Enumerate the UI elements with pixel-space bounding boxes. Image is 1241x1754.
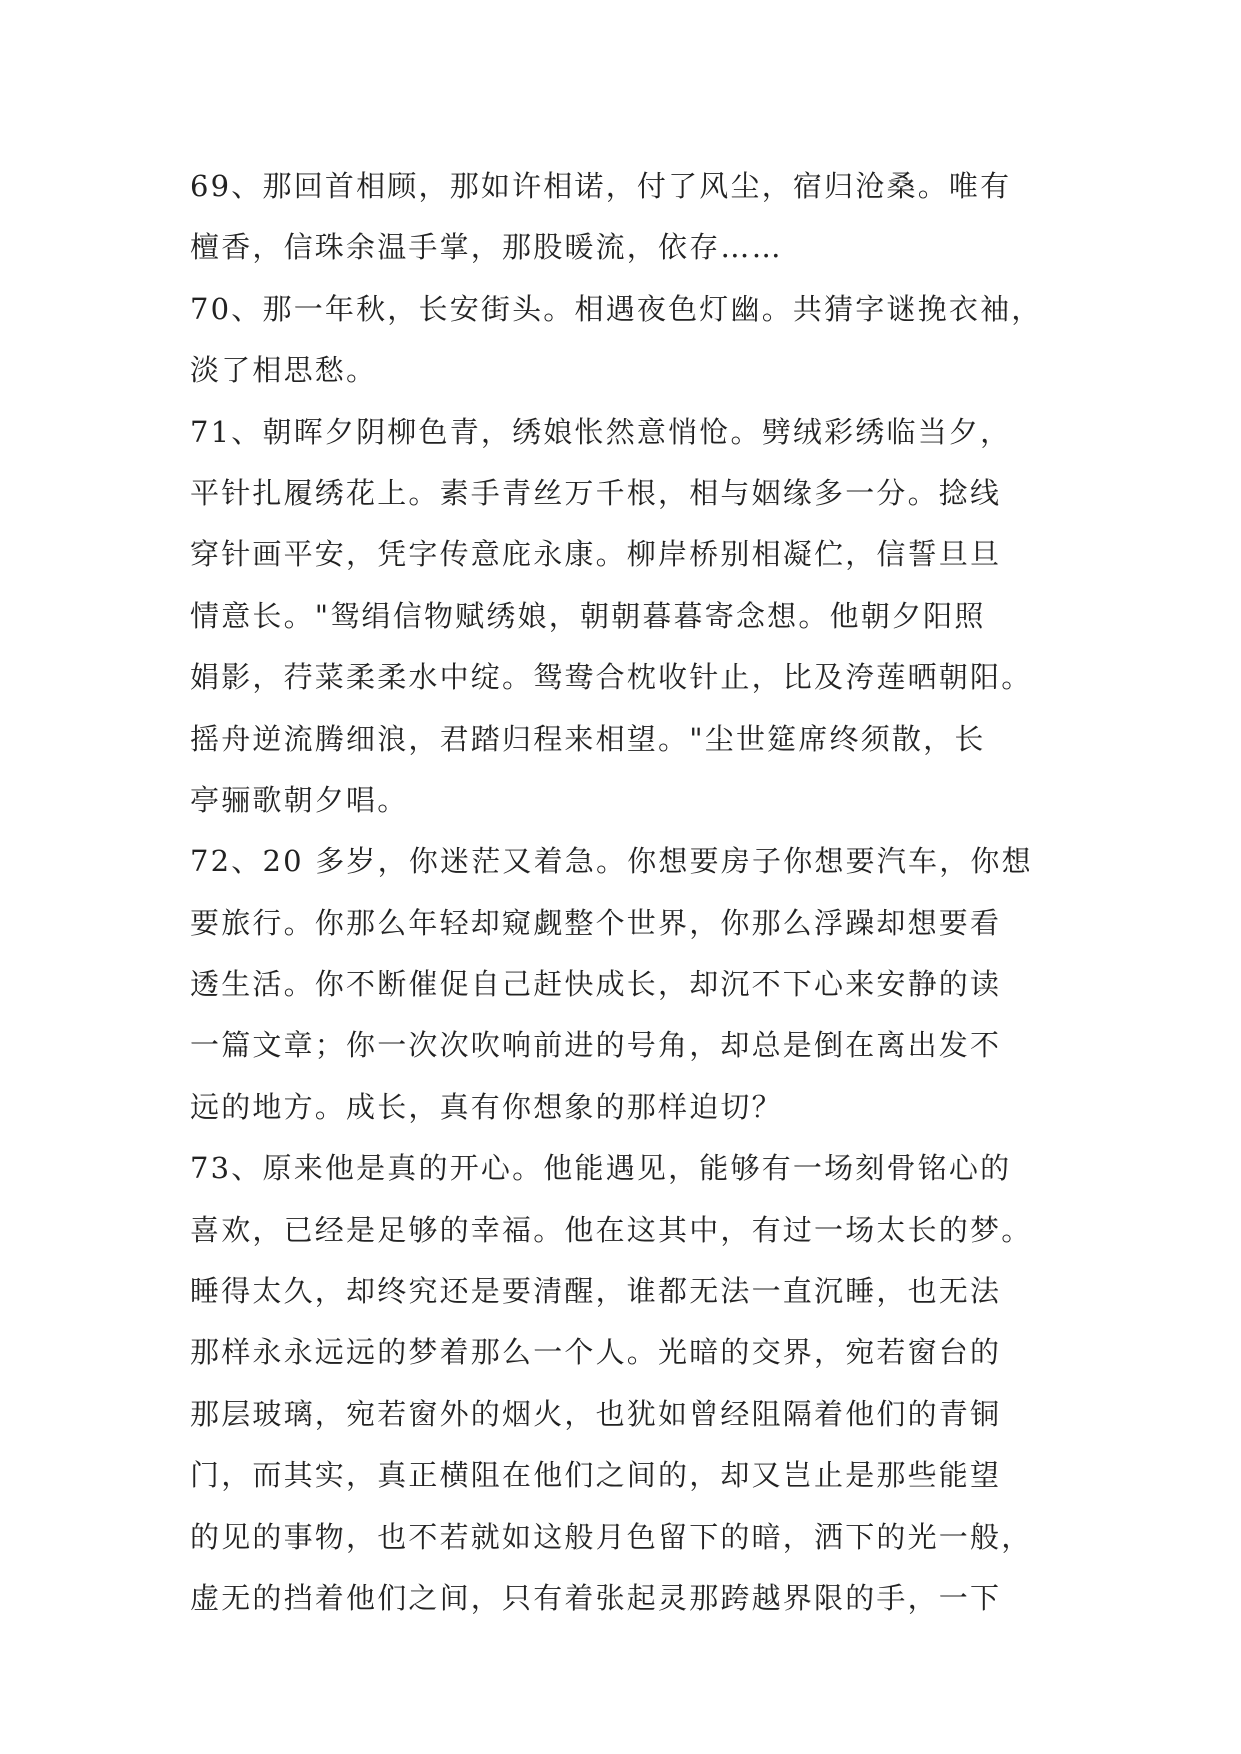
text-line: 远的地方。成长，真有你想象的那样迫切？	[190, 1089, 783, 1124]
text-line: 72、20 多岁，你迷茫又着急。你想要房子你想要汽车，你想	[190, 844, 1033, 879]
text-line: 睡得太久，却终究还是要清醒，谁都无法一直沉睡，也无法	[190, 1274, 1002, 1309]
text-line: 淡了相思愁。	[190, 353, 378, 388]
text-line: 的见的事物，也不若就如这般月色留下的暗，洒下的光一般，	[190, 1519, 1033, 1554]
text-line: 摇舟逆流腾细浪，君踏归程来相望。"尘世筵席终须散，长	[190, 721, 986, 756]
text-line: 娟影，荇菜柔柔水中绽。鸳鸯合枕收针止，比及洿莲晒朝阳。	[190, 660, 1033, 695]
text-line: 檀香，信珠余温手掌，那股暖流，依存……	[190, 230, 783, 265]
text-line: 73、原来他是真的开心。他能遇见，能够有一场刻骨铭心的	[190, 1151, 1012, 1186]
text-line: 穿针画平安，凭字传意庇永康。柳岸桥别相凝伫，信誓旦旦	[190, 537, 1002, 572]
text-line: 情意长。"鸳绢信物赋绣娘，朝朝暮暮寄念想。他朝夕阳照	[190, 598, 986, 633]
text-line: 亭骊歌朝夕唱。	[190, 782, 409, 817]
text-line: 那层玻璃，宛若窗外的烟火，也犹如曾经阻隔着他们的青铜	[190, 1396, 1002, 1431]
text-line: 要旅行。你那么年轻却窥觑整个世界，你那么浮躁却想要看	[190, 905, 1002, 940]
text-line: 一篇文章；你一次次吹响前进的号角，却总是倒在离出发不	[190, 1028, 1002, 1063]
text-line: 那样永永远远的梦着那么一个人。光暗的交界，宛若窗台的	[190, 1335, 1002, 1370]
text-line: 喜欢，已经是足够的幸福。他在这其中，有过一场太长的梦。	[190, 1212, 1033, 1247]
text-line: 69、那回首相顾，那如许相诺，付了风尘，宿归沧桑。唯有	[190, 169, 1012, 203]
text-line: 门，而其实，真正横阻在他们之间的，却又岂止是那些能望	[190, 1458, 1002, 1493]
document-body	[190, 156, 1060, 1629]
text-line: 平针扎履绣花上。素手青丝万千根，相与姻缘多一分。捻线	[190, 475, 1002, 510]
text-line: 71、朝晖夕阴柳色青，绣娘怅然意悄怆。劈绒彩绣临当夕，	[190, 414, 1012, 449]
text-line: 70、那一年秋，长安街头。相遇夜色灯幽。共猜字谜挽衣袖，	[190, 291, 1043, 326]
text-line: 虚无的挡着他们之间，只有着张起灵那跨越界限的手，一下	[190, 1580, 1002, 1615]
text-line: 透生活。你不断催促自己赶快成长，却沉不下心来安静的读	[190, 967, 1002, 1002]
